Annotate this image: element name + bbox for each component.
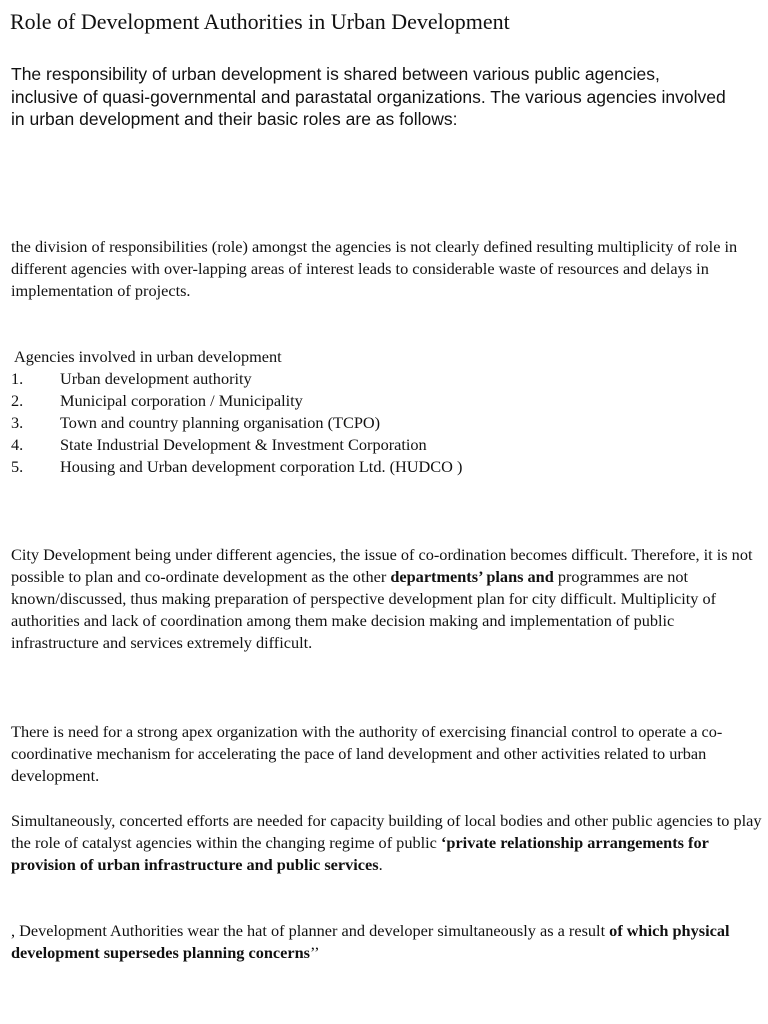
agencies-heading: Agencies involved in urban development — [14, 347, 282, 366]
authorities-bold-text: of which physical development supersedes planning concerns — [11, 921, 730, 962]
coordination-text-end: programmes are not known/discussed, thus making preparation of perspective development plan for city difficult. Multiplicity of authorities and lack of coordination among them make decision making and implementation of public infrastructure and services extremely difficult. — [11, 567, 717, 652]
list-item-text: Town and country planning organisation (TCPO) — [60, 413, 381, 432]
authorities-paragraph — [11, 920, 763, 964]
list-item-text: State Industrial Development & Investment Corporation — [60, 435, 427, 454]
list-item — [11, 390, 711, 412]
list-item — [11, 368, 711, 390]
coordination-bold-text: departments’ plans and — [390, 567, 554, 586]
list-item-text: Urban development authority — [60, 369, 252, 388]
list-item-number: 5. — [11, 457, 24, 476]
authorities-text-start: , Development Authorities wear the hat of planner and developer simultaneously as a result — [11, 921, 606, 940]
coordination-text-start: City Development being under different agencies, the issue of co-ordination becomes difficult. Therefore, it is not possible to plan and co-ordinate development as the other — [11, 545, 753, 586]
capacity-text-start: Simultaneously, concerted efforts are needed for capacity building of local bodies and other public agencies to play the role of catalyst agencies within the changing regime of public — [11, 811, 762, 852]
list-item — [11, 434, 711, 456]
list-item-number: 3. — [11, 413, 24, 432]
apex-paragraph: There is need for a strong apex organization with the authority of exercising financial control to operate a co-coordinative mechanism for accelerating the pace of land development and other activities related to urban development. — [11, 722, 723, 785]
page-title: Role of Development Authorities in Urban Development — [10, 9, 510, 34]
list-item-text: Housing and Urban development corporation Ltd. (HUDCO ) — [60, 457, 463, 476]
intro-paragraph: The responsibility of urban development is shared between various public agencies, inclusive of quasi-governmental and parastatal organizations. The various agencies involved in urban development and their basic roles are as follows: — [11, 64, 726, 129]
list-item-text: Municipal corporation / Municipality — [60, 391, 303, 410]
capacity-text-end: . — [378, 855, 383, 874]
list-item-number: 4. — [11, 435, 24, 454]
division-paragraph: the division of responsibilities (role) amongst the agencies is not clearly defined resulting multiplicity of role in different agencies with over-lapping areas of interest leads to considerable waste of resources and delays in implementation of projects. — [11, 237, 738, 300]
list-item — [11, 456, 711, 478]
list-item-number: 1. — [11, 369, 24, 388]
agencies-list — [11, 368, 711, 478]
list-item — [11, 412, 711, 434]
coordination-paragraph — [11, 544, 763, 654]
capacity-bold-text: ‘private relationship arrangements for provision of urban infrastructure and public services — [11, 833, 709, 874]
capacity-paragraph — [11, 810, 763, 876]
agencies-section — [11, 346, 711, 478]
authorities-text-end: ’’ — [309, 943, 320, 962]
list-item-number: 2. — [11, 391, 24, 410]
